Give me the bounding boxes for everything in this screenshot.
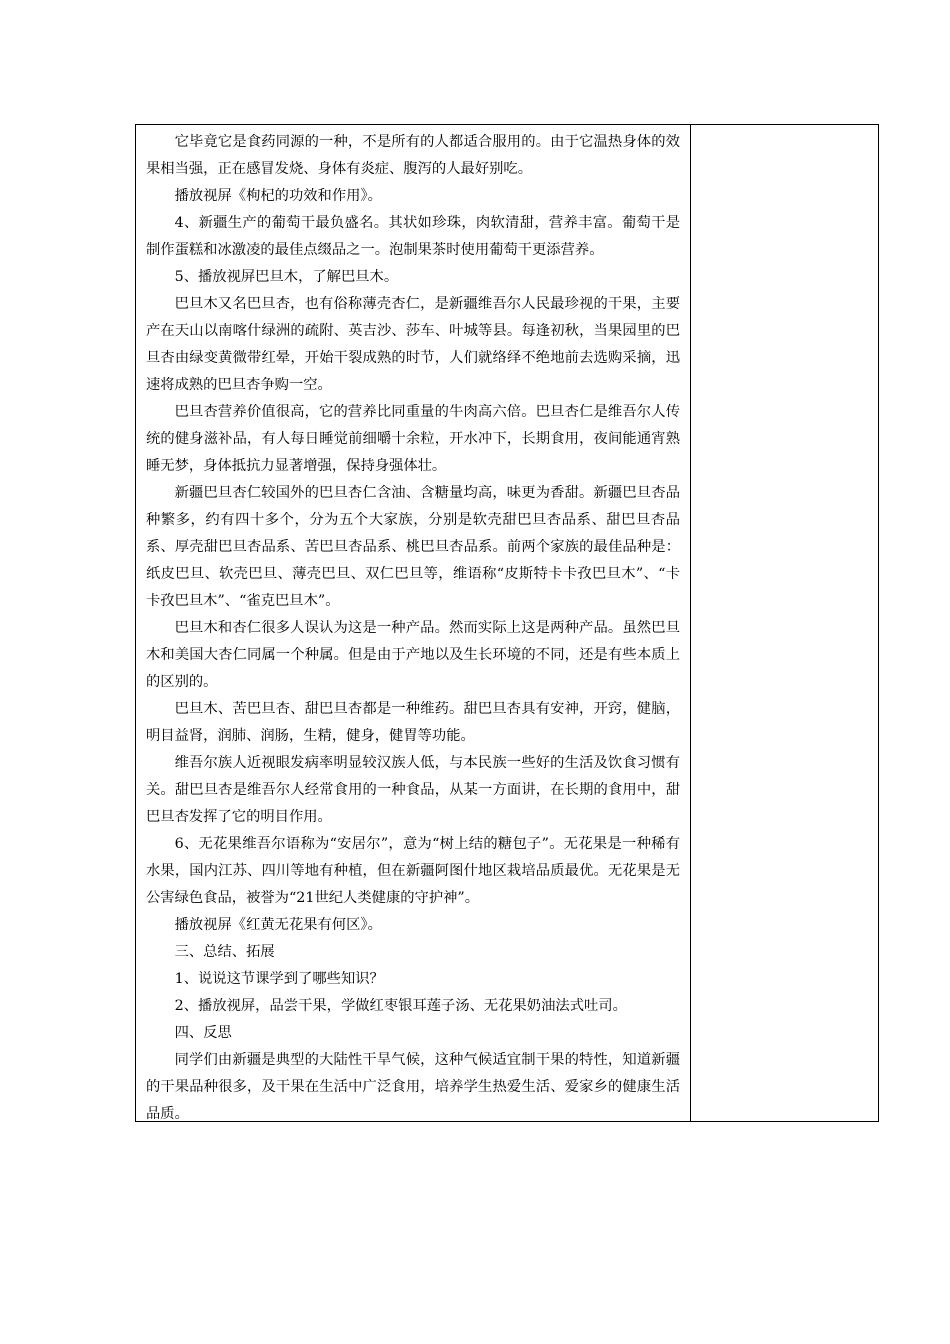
paragraph: 维吾尔族人近视眼发病率明显较汉族人低，与本民族一些好的生活及饮食习惯有关。甜巴旦杏是维吾尔人经常食用的一种食品，从某一方面讲，在长期的食用中，甜巴旦杏发挥了它的明目作用。	[146, 755, 680, 825]
paragraph: 它毕竟它是食药同源的一种，不是所有的人都适合服用的。由于它温热身体的效果相当强，正在感冒发烧、身体有炎症、腹泻的人最好别吃。	[146, 134, 680, 177]
paragraph: 巴旦木和杏仁很多人误认为这是一种产品。然而实际上这是两种产品。虽然巴旦木和美国大杏仁同属一个种属。但是由于产地以及生长环境的不同，还是有些本质上的区别的。	[146, 620, 680, 690]
paragraph: 5、播放视屏巴旦木，了解巴旦木。	[174, 269, 399, 285]
lesson-content-cell	[136, 125, 691, 1121]
paragraph: 巴旦杏营养价值很高，它的营养比同重量的牛肉高六倍。巴旦杏仁是维吾尔人传统的健身滋补品，有人每日睡觉前细嚼十余粒，开水冲下，长期食用，夜间能通宵熟睡无梦，身体抵抗力显著增强，保持身强体壮。	[146, 404, 680, 474]
section-heading: 三、总结、拓展	[174, 944, 275, 960]
paragraph: 巴旦木、苦巴旦杏、甜巴旦杏都是一种维药。甜巴旦杏具有安神，开窍，健脑，明目益肾，润肺、润肠，生精，健身，健胃等功能。	[146, 701, 680, 744]
paragraph: 4、新疆生产的葡萄干最负盛名。其状如珍珠，肉软清甜，营养丰富。葡萄干是制作蛋糕和冰激凌的最佳点缀品之一。泡制果茶时使用葡萄干更添营养。	[146, 215, 680, 258]
paragraph: 新疆巴旦杏仁较国外的巴旦杏仁含油、含糖量均高，味更为香甜。新疆巴旦杏品种繁多，约有四十多个，分为五个大家族，分别是软壳甜巴旦杏品系、甜巴旦杏品系、厚壳甜巴旦杏品系、苦巴旦杏品系、桃巴旦杏品系。前两个家族的最佳品种是：纸皮巴旦、软壳巴旦、薄壳巴旦、双仁巴旦等，维语称“皮斯特卡卡孜巴旦木”、“卡卡孜巴旦木”、“雀克巴旦木”。	[146, 485, 680, 609]
paragraph: 播放视屏《枸杞的功效和作用》。	[174, 188, 382, 204]
paragraph: 2、播放视屏，品尝干果，学做红枣银耳莲子汤、无花果奶油法式吐司。	[174, 998, 627, 1014]
paragraph: 巴旦木又名巴旦杏，也有俗称薄壳杏仁，是新疆维吾尔人民最珍视的干果，主要产在天山以南喀什绿洲的疏附、英吉沙、莎车、叶城等县。每逢初秋，当果园里的巴旦杏由绿变黄微带红晕，开始干裂成熟的时节，人们就络绎不绝地前去选购采摘，迅速将成熟的巴旦杏争购一空。	[146, 296, 680, 393]
lesson-table	[135, 124, 879, 1122]
paragraph: 播放视屏《红黄无花果有何区》。	[174, 917, 382, 933]
paragraph: 同学们由新疆是典型的大陆性干旱气候，这种气候适宜制干果的特性，知道新疆的干果品种很多，及干果在生活中广泛食用，培养学生热爱生活、爱家乡的健康生活品质。	[146, 1052, 680, 1122]
section-heading: 四、反思	[174, 1025, 232, 1041]
paragraph: 6、无花果维吾尔语称为“安居尔”，意为“树上结的糖包子”。无花果是一种稀有水果，国内江苏、四川等地有种植，但在新疆阿图什地区栽培品质最优。无花果是无公害绿色食品，被誉为“21世纪人类健康的守护神”。	[146, 836, 680, 906]
notes-cell	[691, 125, 878, 1121]
paragraph: 1、说说这节课学到了哪些知识？	[174, 971, 384, 987]
